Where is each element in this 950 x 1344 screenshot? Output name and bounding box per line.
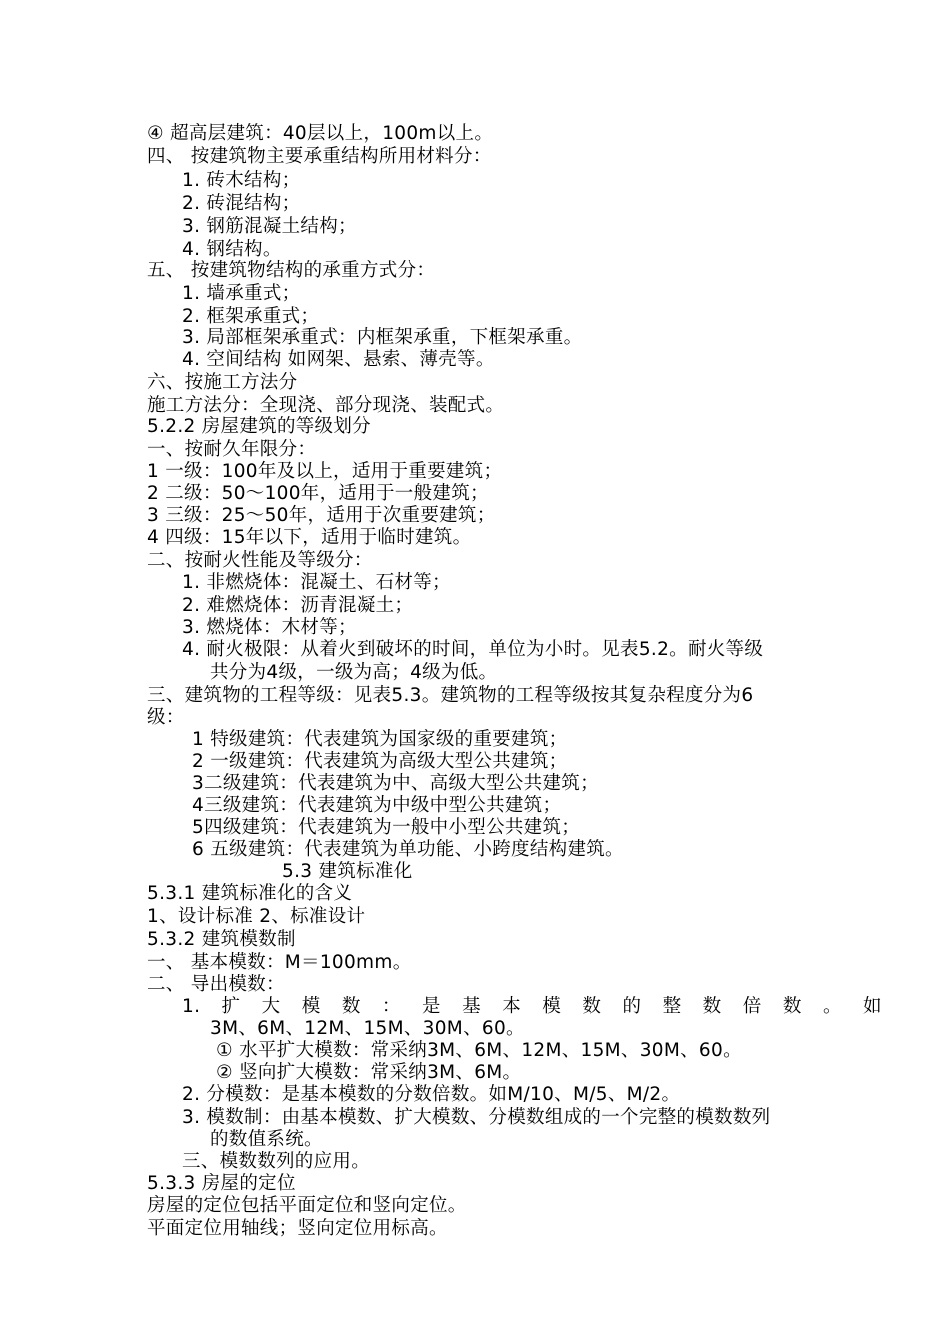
- section-heading: 三、模数数列的应用。: [182, 1151, 371, 1172]
- char: 数: [582, 996, 602, 1017]
- section-heading: 二、按耐火性能及等级分：: [147, 550, 373, 571]
- char: ：: [381, 996, 401, 1017]
- section-heading: 5.3.1 建筑标准化的含义: [147, 883, 353, 904]
- section-heading: 5.3.3 房屋的定位: [147, 1173, 296, 1194]
- char: 数: [702, 996, 722, 1017]
- section-heading: 四、 按建筑物主要承重结构所用材料分：: [147, 146, 492, 167]
- list-item: 4. 空间结构 如网架、悬索、薄壳等。: [182, 349, 495, 370]
- list-item: 3. 局部框架承重式：内框架承重，下框架承重。: [182, 327, 583, 348]
- list-item: 4 四级：15年以下，适用于临时建筑。: [147, 527, 472, 548]
- char: 整: [662, 996, 682, 1017]
- text-line: 3M、6M、12M、15M、30M、60。: [210, 1018, 525, 1039]
- list-item: 3. 钢筋混凝土结构；: [182, 216, 357, 237]
- text-line: 平面定位用轴线；竖向定位用标高。: [147, 1218, 448, 1239]
- list-item: 3 三级：25～50年，适用于次重要建筑；: [147, 505, 496, 526]
- char: 扩: [221, 996, 241, 1017]
- list-item: 1. 墙承重式；: [182, 283, 301, 304]
- list-item: 4. 耐火极限：从着火到破坏的时间，单位为小时。见表5.2。耐火等级: [182, 639, 764, 660]
- section-title: 5.3 建筑标准化: [282, 861, 413, 882]
- list-item: 1. 非燃烧体：混凝土、石材等；: [182, 572, 451, 593]
- list-item: 2. 砖混结构；: [182, 193, 301, 214]
- section-heading: 一、按耐久年限分：: [147, 439, 317, 460]
- char: 模: [542, 996, 562, 1017]
- list-item: 2. 框架承重式；: [182, 306, 320, 327]
- section-heading: 三、建筑物的工程等级：见表5.3。建筑物的工程等级按其复杂程度分为6: [147, 685, 754, 706]
- list-item: 1. 砖木结构；: [182, 170, 301, 191]
- char: 倍: [742, 996, 762, 1017]
- list-item: 1 一级：100年及以上，适用于重要建筑；: [147, 461, 503, 482]
- list-item: 2. 分模数：是基本模数的分数倍数。如M/10、M/5、M/2。: [182, 1084, 681, 1105]
- text-line: 级：: [147, 707, 185, 728]
- list-item: 2. 难燃烧体：沥青混凝土；: [182, 595, 414, 616]
- char: 1.: [182, 996, 201, 1017]
- text-line: 共分为4级，一级为高；4级为低。: [210, 662, 498, 683]
- char: 是: [422, 996, 441, 1017]
- list-item: 3二级建筑：代表建筑为中、高级大型公共建筑；: [192, 773, 599, 794]
- char: 的: [622, 996, 642, 1017]
- char: 。: [822, 996, 842, 1017]
- section-heading: 五、 按建筑物结构的承重方式分：: [147, 260, 436, 281]
- section-heading: 二、 导出模数：: [147, 974, 285, 995]
- list-item: ① 水平扩大模数：常采纳3M、6M、12M、15M、30M、60。: [216, 1040, 742, 1061]
- list-item: 3. 模数制：由基本模数、扩大模数、分模数组成的一个完整的模数数列: [182, 1107, 771, 1128]
- list-item: ② 竖向扩大模数：常采纳3M、6M。: [216, 1062, 522, 1083]
- char: 大: [261, 996, 281, 1017]
- section-heading: 六、按施工方法分: [147, 372, 298, 393]
- text-line: 1、设计标准 2、标准设计: [147, 906, 366, 927]
- list-item: 4. 钢结构。: [182, 239, 282, 260]
- list-item: 5四级建筑：代表建筑为一般中小型公共建筑；: [192, 817, 581, 838]
- char: 模: [301, 996, 321, 1017]
- list-item: 6 五级建筑：代表建筑为单功能、小跨度结构建筑。: [192, 839, 624, 860]
- list-item-justified: [182, 996, 882, 1018]
- text-line: 一、 基本模数：M＝100mm。: [147, 952, 412, 973]
- char: 数: [341, 996, 361, 1017]
- text-line: 的数值系统。: [210, 1129, 323, 1150]
- char: 基: [462, 996, 481, 1017]
- text-line: 房屋的定位包括平面定位和竖向定位。: [147, 1195, 467, 1216]
- char: 如: [863, 996, 882, 1017]
- list-item: 2 一级建筑：代表建筑为高级大型公共建筑；: [192, 751, 568, 772]
- section-heading: 5.2.2 房屋建筑的等级划分: [147, 416, 371, 437]
- text-line: 施工方法分：全现浇、部分现浇、装配式。: [147, 395, 505, 416]
- char: 数: [782, 996, 802, 1017]
- section-heading: 5.3.2 建筑模数制: [147, 929, 296, 950]
- list-item: 4三级建筑：代表建筑为中级中型公共建筑；: [192, 795, 562, 816]
- list-item: 2 二级：50～100年，适用于一般建筑；: [147, 483, 489, 504]
- list-item: 1 特级建筑：代表建筑为国家级的重要建筑；: [192, 729, 568, 750]
- text-line: ④ 超高层建筑：40层以上，100m以上。: [147, 123, 494, 144]
- char: 本: [502, 996, 522, 1017]
- list-item: 3. 燃烧体：木材等；: [182, 617, 357, 638]
